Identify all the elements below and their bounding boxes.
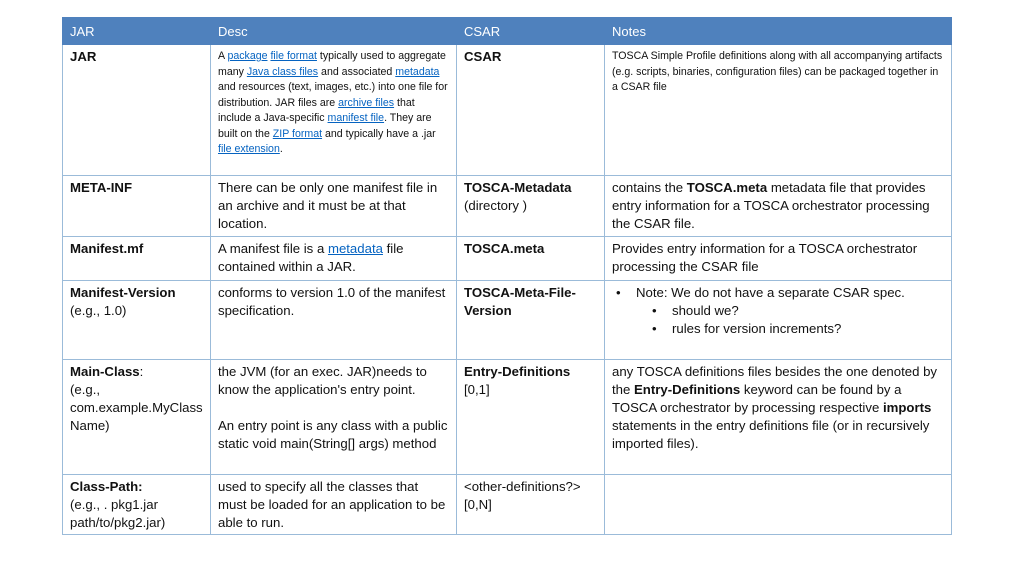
csar-term: Entry-Definitions <box>464 364 571 379</box>
cell-desc: There can be only one manifest file in an archive and it must be at that location. <box>211 176 457 237</box>
desc-text: file contained within a JAR. <box>218 241 404 274</box>
cell-csar: TOSCA.meta <box>457 237 605 281</box>
list-item: • should we? <box>612 302 944 320</box>
table-row <box>63 237 952 281</box>
link-java-class-files[interactable]: Java class files <box>246 65 319 78</box>
cell-notes <box>605 281 952 360</box>
desc-text: and resources (text, images, etc.) into one file for distribution. JAR files are <box>218 81 448 109</box>
desc-text: A <box>218 50 228 62</box>
cell-csar: CSAR <box>457 45 605 176</box>
notes-text: contains the <box>612 180 687 195</box>
cell-desc <box>211 360 457 475</box>
header-notes: Notes <box>605 18 952 45</box>
link-manifest-file[interactable]: manifest file <box>327 112 385 124</box>
jar-term: Class-Path: <box>70 479 143 494</box>
desc-paragraph: An entry point is any class with a public static void main(String[] args) method <box>218 418 448 451</box>
cell-notes <box>605 475 952 535</box>
notes-term: TOSCA.meta <box>686 180 768 195</box>
cell-jar <box>63 360 211 475</box>
header-row <box>63 18 952 45</box>
notes-text: keyword can be found by a TOSCA orchestrator by processing respective <box>612 382 902 415</box>
cell-notes: TOSCA Simple Profile definitions along with all accompanying artifacts (e.g. scripts, binaries, configuration files) can be packaged together in a CSAR file <box>605 45 952 176</box>
csar-term: TOSCA-Metadata <box>464 180 572 195</box>
table-row <box>63 176 952 237</box>
desc-paragraph: the JVM (for an exec. JAR)needs to know the application's entry point. <box>218 364 427 397</box>
jar-detail: (e.g., 1.0) <box>70 303 127 318</box>
jar-colon: : <box>139 364 144 379</box>
link-zip-format[interactable]: ZIP format <box>272 127 323 140</box>
jar-term: Main-Class <box>70 364 140 379</box>
csar-detail: [0,1] <box>464 382 490 397</box>
link-package[interactable]: package <box>227 50 268 62</box>
csar-detail: (directory ) <box>464 198 528 213</box>
notes-text: any TOSCA definitions files besides the one denoted by the <box>612 364 938 397</box>
notes-term: imports <box>882 400 932 415</box>
table-row <box>63 360 952 475</box>
header-jar: JAR <box>63 18 211 45</box>
jar-detail: (e.g., com.example.MyClassName) <box>70 382 203 433</box>
desc-text: that include a Java-specific <box>218 96 415 124</box>
csar-detail: [0,N] <box>464 497 492 512</box>
cell-csar <box>457 360 605 475</box>
jar-detail: (e.g., . pkg1.jar path/to/pkg2.jar) <box>70 497 166 530</box>
csar-term: <other-definitions?> <box>464 479 581 494</box>
table-row <box>63 475 952 535</box>
table-row <box>63 45 952 176</box>
cell-notes <box>605 360 952 475</box>
desc-text: A manifest file is a <box>218 241 328 256</box>
notes-text: metadata file that provides entry information for a TOSCA orchestrator processing the CSAR file. <box>612 180 930 231</box>
comparison-table <box>62 17 952 535</box>
desc-text: . <box>279 143 283 155</box>
desc-text: . They are built on the <box>218 112 432 140</box>
cell-notes: Provides entry information for a TOSCA orchestrator processing the CSAR file <box>605 237 952 281</box>
notes-list <box>612 284 944 338</box>
list-item: • rules for version increments? <box>612 320 944 338</box>
notes-term: Entry-Definitions <box>634 382 741 397</box>
cell-jar <box>63 475 211 535</box>
cell-desc <box>211 237 457 281</box>
link-metadata[interactable]: metadata <box>327 241 383 256</box>
cell-notes <box>605 176 952 237</box>
cell-jar <box>63 281 211 360</box>
desc-text: and typically have a .jar <box>322 127 436 140</box>
cell-csar <box>457 475 605 535</box>
desc-text: typically used to aggregate many <box>218 50 446 78</box>
cell-jar: Manifest.mf <box>63 237 211 281</box>
cell-csar <box>457 176 605 237</box>
link-file-extension[interactable]: file extension <box>218 143 280 155</box>
cell-csar: TOSCA-Meta-File-Version <box>457 281 605 360</box>
table-row <box>63 281 952 360</box>
notes-text: statements in the entry definitions file (or in recursively imported files). <box>612 418 930 451</box>
cell-jar: JAR <box>63 45 211 176</box>
desc-text: and associated <box>318 65 396 78</box>
cell-desc <box>211 45 457 176</box>
jar-term: Manifest-Version <box>70 285 176 300</box>
cell-desc: conforms to version 1.0 of the manifest specification. <box>211 281 457 360</box>
link-metadata[interactable]: metadata <box>395 65 440 78</box>
list-item: • Note: We do not have a separate CSAR spec. <box>612 284 944 302</box>
cell-desc: used to specify all the classes that must be loaded for an application to be able to run. <box>211 475 457 535</box>
header-csar: CSAR <box>457 18 605 45</box>
link-archive-files[interactable]: archive files <box>338 96 395 109</box>
cell-jar: META-INF <box>63 176 211 237</box>
link-file-format[interactable]: file format <box>270 50 317 62</box>
header-desc: Desc <box>211 18 457 45</box>
